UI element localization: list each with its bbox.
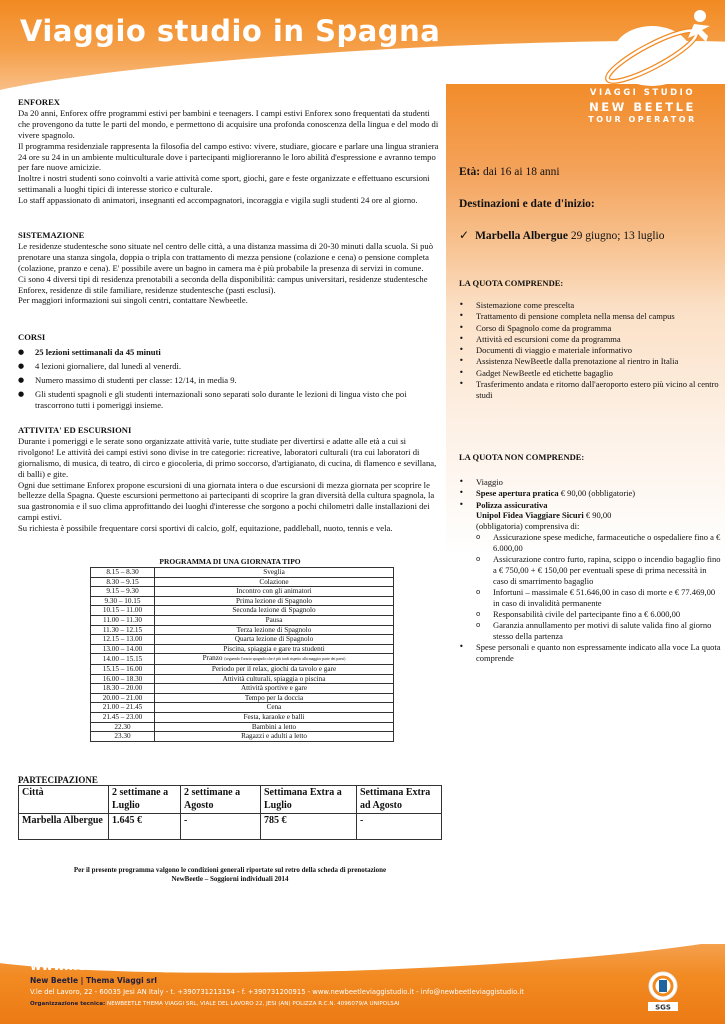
beetle-logo-icon [590,6,725,94]
schedule-time: 10.15 – 11.00 [91,606,155,616]
comprende-heading: LA QUOTA COMPRENDE: [459,278,564,288]
list-item: • Documenti di viaggio e materiale informativo [459,345,721,356]
note-line2: NewBeetle – Soggiorni individuali 2014 [171,875,289,883]
schedule-row [91,674,394,684]
list-item: • Corso di Spagnolo come da programma [459,323,721,334]
unipol-value: € 90,00 [585,510,612,521]
sgs-certification-icon [644,970,682,1012]
company-address: V.le del Lavoro, 22 - 60035 Jesi AN Italy - t. +390731213154 - f. +390731200915 - www.newbeetleviaggistudio.it - info@newbeetleviaggistudio.it [30,988,524,996]
schedule-row [91,654,394,665]
list-item: • Spese personali e quanto non espressamente indicato alla voce La quota comprende [459,642,721,664]
attivita-heading: ATTIVITA' ED ESCURSIONI [18,425,132,435]
schedule-row [91,568,394,578]
schedule-row [91,606,394,616]
eta [459,166,560,178]
schedule-row [91,732,394,742]
sistemazione-p3: Per maggiori informazioni sui singoli centri, contattare Newbeetle. [18,295,248,306]
destinazioni-heading: Destinazioni e date d'inizio: [459,198,595,210]
schedule-activity [155,703,394,713]
corsi-list [18,347,440,411]
list-item: ● 25 lezioni settimanali da 45 minuti [18,347,440,358]
website-link[interactable]: www.newbeetleviaggistudio.it [30,958,245,973]
list-item: o Infortuni – massimale € 51.646,00 in caso di morte e € 77.469,00 in caso di invalidità permanente [476,587,721,609]
schedule-activity [155,684,394,694]
schedule-activity-text: Incontro con gli animatori [236,587,312,596]
schedule-activity-text: Cena [266,703,282,712]
attivita-section [18,425,440,534]
schedule-activity-text: Tempo per la doccia [244,693,304,702]
schedule-time: 9.30 – 10.15 [91,596,155,606]
list-item: • Trasferimento andata e ritorno dall'aeroporto estero più vicino al centro studi [459,379,721,401]
price-row [19,814,442,840]
schedule-time: 14.00 – 15.15 [91,654,155,665]
list-item [459,488,721,499]
schedule-title: PROGRAMMA DI UNA GIORNATA TIPO [159,557,301,566]
org-text: NEWBEETLE THEMA VIAGGI SRL, VIALE DEL LAVORO 22, JESI (AN) POLIZZA R.C.N. 4096079/A UNIPOLSAI [107,1001,400,1007]
list-item: o Assicurazione spese mediche, farmaceutiche o ospedaliere fino a € 6.000,00 [476,532,721,554]
schedule-time: 11.30 – 12.15 [91,625,155,635]
list-item: • Gadget NewBeetle ed etichette bagaglio [459,368,721,379]
enforex-p2: Il programma residenziale rappresenta la filosofia del campo estivo: vivere, studiare, giocare e parlare una lingua straniera 24 ore su 24 in un ambiente multiculturale dove i partecipanti miglioreranno le loro abilità d'espressione e avranno tempo per fare nuove amicizie. [18,140,439,173]
list-item: • Attività ed escursioni come da programma [459,334,721,345]
attivita-p1: Durante i pomeriggi e le serate sono organizzate attività varie, tutte studiate per divertirsi e adatte alle età a cui si rivolgono! Le attività dei campi estivi sono divise in tre categorie: ricreative, laboratori culturali (tra cui laboratori di giornalismo, di musica, di teatro, di circo e giocoleria, di primo soccorso, d'artigianato, di cucina, di flamenco e sevillana, di balli) e gite. [18,435,437,479]
schedule-time: 18.30 – 20.00 [91,684,155,694]
coverage-list [476,532,721,642]
list-item: o Assicurazione contro furto, rapina, scippo o incendio bagaglio fino a € 750,00 + € 150,00 per eventuali spese di prima necessità in caso di smarrimento bagaglio [476,554,721,586]
enforex-p1: Da 20 anni, Enforex offre programmi estivi per bambini e teenagers. I campi estivi Enforex sono frequentati da studenti che provengono da tutte le parti del mondo, e permettono di acquisire una profonda conoscenza della lingua e del modo di vivere spagnolo. [18,107,439,140]
schedule-row [91,722,394,732]
schedule-row [91,625,394,635]
sgs-label: SGS [655,1003,671,1012]
schedule-activity [155,644,394,654]
schedule-row [91,635,394,645]
eta-label: Età: [459,166,481,178]
attivita-p3: Su richiesta è possibile frequentare corsi sportivi di calcio, golf, equitazione, paddleball, nuoto, tennis e vela. [18,523,393,534]
corsi-section [18,332,440,413]
schedule-time: 21.00 – 21.45 [91,703,155,713]
schedule-activity [155,596,394,606]
schedule-time: 13.00 – 14.00 [91,644,155,654]
schedule-activity-text: Quarta lezione di Spagnolo [234,635,314,644]
schedule-activity-text: Piscina, spiaggia e gare tra studenti [223,644,325,653]
destination-name: Marbella Albergue [475,230,569,242]
price-table [18,785,442,840]
schedule-row [91,684,394,694]
list-item: o Garanzia annullamento per motivi di salute valida fino al giorno stesso della partenza [476,620,721,642]
eta-value: dai 16 ai 18 anni [482,166,560,178]
schedule-activity-text: Pranzo [202,654,223,663]
corsi-heading: CORSI [18,332,46,342]
schedule-time: 11.00 – 11.30 [91,615,155,625]
schedule-activity [155,693,394,703]
schedule-activity-text: Terza lezione di Spagnolo [236,625,312,634]
schedule-row [91,596,394,606]
price-cell: - [181,814,261,840]
schedule-activity [155,732,394,742]
price-cell: Marbella Albergue [19,814,109,840]
comprende-list [459,300,721,401]
logo-line2: NEW BEETLE [589,100,696,114]
price-cell: - [357,814,442,840]
non-comprende-heading: LA QUOTA NON COMPRENDE: [459,452,585,462]
schedule-activity-text: Colazione [259,577,289,586]
schedule-activity [155,606,394,616]
spese-value: € 90,00 (obbligatorie) [560,488,636,499]
list-item: ● 4 lezioni giornaliere, dal lunedì al venerdì. [18,361,440,372]
schedule-time: 8.30 – 9.15 [91,577,155,587]
list-item: • Sistemazione come prescelta [459,300,721,311]
logo-line1: VIAGGI STUDIO [589,88,696,98]
attivita-p2: Ogni due settimane Enforex propone escursioni di una giornata intera o due escursioni di mezza giornata per scoprire le bellezze della Spagna. Queste escursioni permettono ai partecipanti di scoprire la gran diversità della cultura spagnola, la sua gastronomia e il suo clima approfittando dei luoghi d'interesse che sorgono a pochi chilometri dalle installazioni dei campi estivi. [18,479,435,523]
schedule-row [91,712,394,722]
sistemazione-heading: SISTEMAZIONE [18,230,85,240]
price-cell: 785 € [261,814,357,840]
schedule-row [91,644,394,654]
destination-dates: 29 giugno; 13 luglio [570,230,665,242]
list-item: ● Numero massimo di studenti per classe: 12/14, in media 9. [18,375,440,386]
page-title: Viaggio studio in Spagna [20,14,441,48]
list-item: o Responsabilità civile del partecipante fino a € 6.000,00 [476,609,721,620]
logo-line3: TOUR OPERATOR [588,115,697,124]
unipol-note: (obbligatoria) comprensiva di: [476,521,580,532]
schedule-activity [155,635,394,645]
logo-text [560,88,725,124]
list-item: ● Gli studenti spagnoli e gli studenti internazionali sono separati solo durante le lezioni di lingua visto che poi trascorrono tutti i pomeriggi insieme. [18,389,440,411]
list-item [459,500,721,642]
schedule-row [91,615,394,625]
schedule-row [91,693,394,703]
schedule-row [91,703,394,713]
price-cell: 1.645 € [109,814,181,840]
schedule-activity [155,722,394,732]
org-label: Organizzazione tecnica: [30,1001,106,1007]
destination-marbella [459,228,665,242]
schedule-activity-text: Bambini a letto [251,722,297,731]
price-header-cell: 2 settimane a Luglio [109,786,181,814]
schedule-activity-text: Prima lezione di Spagnolo [235,596,313,605]
schedule-activity-text: Attività culturali, spiaggia o piscina [222,674,326,683]
schedule-table [90,567,394,742]
schedule-time: 9.15 – 9.30 [91,587,155,597]
schedule-time: 8.15 – 8.30 [91,568,155,578]
schedule-activity-text: Periodo per il relax, giochi da tavolo e gare [211,664,337,673]
price-header-row [19,786,442,814]
schedule-activity [155,577,394,587]
price-header-cell: 2 settimane a Agosto [181,786,261,814]
list-item: • Trattamento di pensione completa nella mensa del campus [459,311,721,322]
schedule-time: 16.00 – 18.30 [91,674,155,684]
schedule-note: (seguendo l'orario spagnolo che è più tardi rispetto alla maggior parte dei paesi) [224,657,346,662]
schedule-activity-text: Pausa [265,615,283,624]
schedule-activity-text: Sveglia [263,568,285,576]
list-item: • Viaggio [459,477,721,488]
sistemazione-p2: Ci sono 4 diversi tipi di residenza prenotabili a seconda della disponibilità: campus universitari, residenze studentesche Enforex, residenze di stile familiare, residenze studentesche (pasti esclusi). [18,273,428,295]
schedule-activity [155,664,394,674]
schedule-time: 22.30 [91,722,155,732]
enforex-p3: Inoltre i nostri studenti sono coinvolti a varie attività come sport, giochi, gare e feste organizzate e effettuano escursioni settimanali a luoghi tipici di interesse storico e culturale. [18,173,430,195]
polizza-label: Polizza assicurativa [476,499,548,510]
schedule-activity [155,654,394,665]
schedule-row [91,664,394,674]
schedule-time: 21.45 – 23.00 [91,712,155,722]
schedule-time: 23.30 [91,732,155,742]
partecipazione-heading: PARTECIPAZIONE [18,775,98,785]
company-name: New Beetle | Thema Viaggi srl [30,976,157,985]
enforex-heading: ENFOREX [18,97,61,107]
checkmark-icon: ✓ [459,228,470,242]
schedule-activity [155,674,394,684]
sistemazione-p1: Le residenze studentesche sono situate nel centro delle città, a una distanza massima di 20-30 minuti dalla scuola. Si può prenotare una stanza singola, doppia o tripla con trattamento di mezza pensione (colazione e cena) o pensione completa (colazione, pranzo e cena). E' possibile avere un bagno in camera ma è più probabile la presenza di servizi in comune. [18,240,434,273]
schedule-time: 12.15 – 13.00 [91,635,155,645]
schedule-activity [155,568,394,578]
spese-label: Spese apertura pratica [476,488,559,499]
schedule-activity-text: Seconda lezione di Spagnolo [232,606,316,615]
schedule-row [91,577,394,587]
sistemazione-section [18,230,440,306]
price-header-cell: Settimana Extra a Luglio [261,786,357,814]
schedule-activity [155,615,394,625]
schedule-activity-text: Festa, karaoke e balli [243,712,305,721]
enforex-section [18,97,440,206]
schedule-time: 15.15 – 16.00 [91,664,155,674]
enforex-p4: Lo staff appassionato di animatori, insegnanti ed accompagnatori, incoraggia e vigila sugli studenti 24 ore al giorno. [18,195,418,206]
schedule-time: 20.00 – 21.00 [91,693,155,703]
note-line1: Per il presente programma valgono le condizioni generali riportate sul retro della scheda di prenotazione [73,866,387,874]
schedule-activity [155,625,394,635]
conditions-note [18,866,442,884]
price-header-cell: Città [19,786,109,814]
non-comprende-list [459,477,721,665]
price-header-cell: Settimana Extra ad Agosto [357,786,442,814]
list-item: • Assistenza NewBeetle dalla prenotazione al rientro in Italia [459,356,721,367]
schedule-activity [155,712,394,722]
unipol-label: Unipol Fidea Viaggiare Sicuri [476,510,584,521]
schedule-activity [155,587,394,597]
schedule-activity-text: Attività sportive e gare [240,684,308,693]
organizzazione-tecnica [30,1001,399,1007]
schedule-activity-text: Ragazzi e adulti a letto [241,732,307,741]
schedule-row [91,587,394,597]
